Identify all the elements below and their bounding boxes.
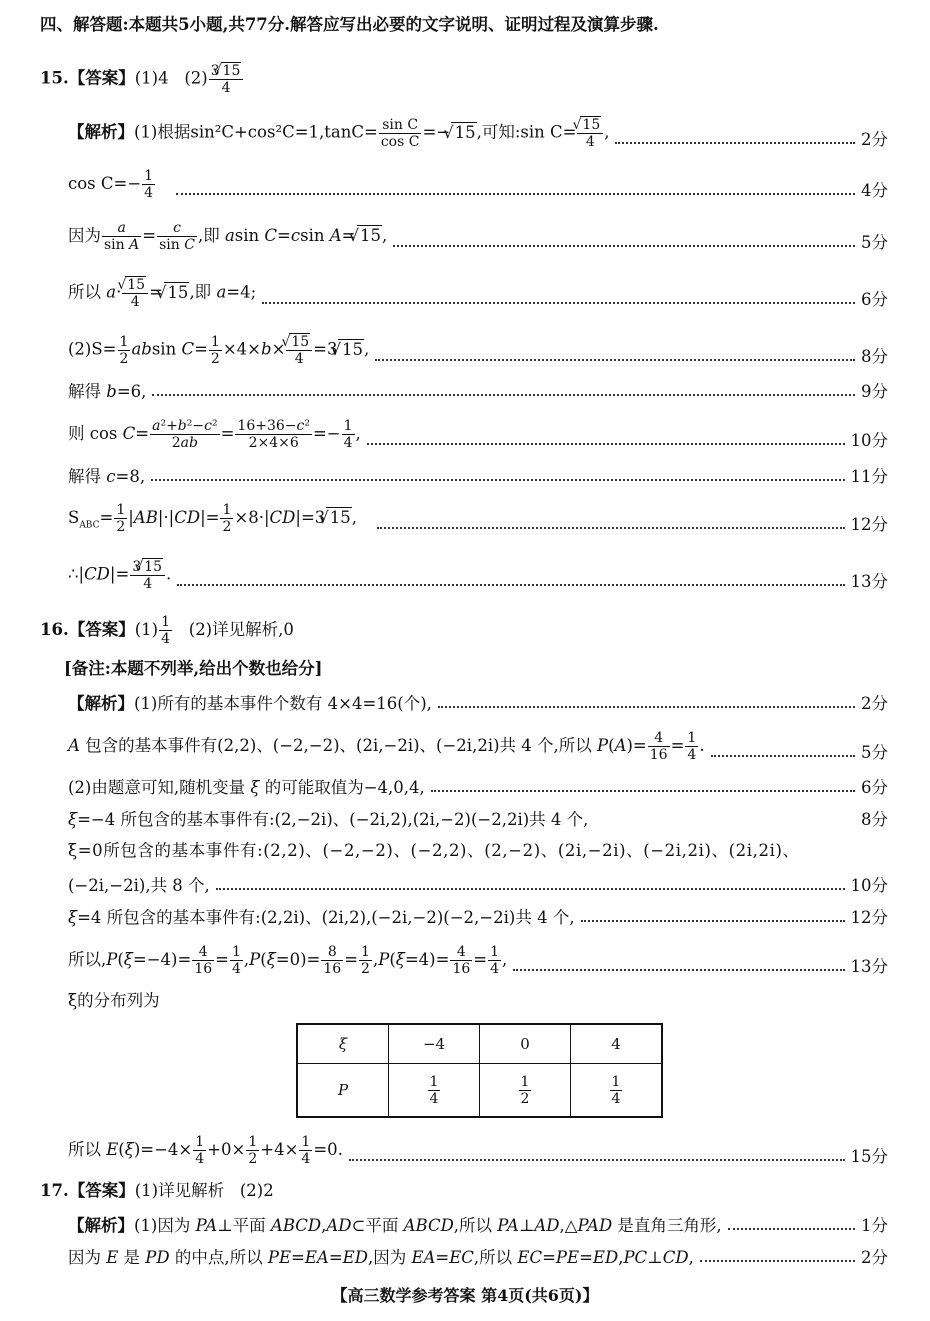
- page-footer: 【高三数学参考答案 第4页(共6页)】: [331, 1286, 599, 1305]
- q15-line-8: 解得 c=8, 11分: [68, 467, 888, 486]
- q15-answer: 15.【答案】(1)4 (2) $\frac{3√ 15}{4}$: [40, 62, 244, 96]
- q16-line-8: 所以,P(ξ=−4)= $\frac{4}{16}$ = $\frac{1}{4}$ ,P(ξ=0)= $\frac{8}{16}$ = $\frac{1}{2}$ ,P(ξ=4)= $\frac{4}{16}$ = $\frac{1}{4}$ , 13分: [68, 944, 888, 977]
- distribution-table: [296, 1023, 663, 1118]
- q16-line-4: ξ=−4 所包含的基本事件有:(2,−2i)、(−2i,2),(2i,−2)(−2,2i)共 4 个, 8分: [68, 810, 888, 829]
- q15-line-10: ∴|CD|= $\frac{3√ 15}{4}$ . 13分: [68, 558, 888, 592]
- q17-line-2: 因为 E 是 PD 的中点,所以 PE=EA=ED,因为 EA=EC,所以 EC=PE=ED,PC⊥CD, 2分: [68, 1248, 888, 1267]
- table-header-cell: 0: [480, 1024, 571, 1064]
- section-header: 四、解答题:本题共5小题,共77分.解答应写出必要的文字说明、证明过程及演算步骤.: [40, 15, 659, 34]
- q16-line-3: (2)由题意可知,随机变量 ξ 的可能取值为−4,0,4, 6分: [68, 778, 888, 797]
- q15-line-3: 因为 $\frac{a}{\text{sin A}}$ = $\frac{c}{\text{sin C}}$ ,即 asin C=csin A=√ 15, 5分: [68, 220, 888, 253]
- q15-line-5: (2)S= $\frac{1}{2}$ absin C= $\frac{1}{2}$ ×4×b× √ $\frac{15}{4}$ =3√ 15, 8分: [68, 333, 888, 367]
- q16-line-6: (−2i,−2i),共 8 个, 10分: [68, 876, 888, 895]
- q16-line-7: ξ=4 所包含的基本事件有:(2,2i)、(2i,2),(−2i,−2)(−2,−2i)共 4 个, 12分: [68, 908, 888, 927]
- table-cell: $\frac{1}{4}$: [571, 1064, 663, 1118]
- table-header-cell: −4: [389, 1024, 480, 1064]
- q16-expectation: 所以 E(ξ)=−4× $\frac{1}{4}$ +0× $\frac{1}{2}$ +4× $\frac{1}{4}$ =0. 15分: [68, 1134, 888, 1167]
- q15-line-9: $S_{ABC}=$ $\frac{1}{2}$ |AB|·|CD|= $\frac{1}{2}$ ×8·|CD|=3√ 15, 12分: [68, 502, 888, 535]
- q17-line-1: 【解析】(1)因为 PA⊥平面 ABCD,AD⊂平面 ABCD,所以 PA⊥AD,△PAD 是直角三角形, 1分: [68, 1216, 888, 1235]
- table-cell: P: [297, 1064, 389, 1118]
- q16-line-5: ξ=0所包含的基本事件有:(2,2)、(−2,−2)、(−2,2)、(2,−2)、(2i,−2i)、(−2i,2i)、(2i,2i)、: [68, 841, 800, 860]
- table-cell: $\frac{1}{4}$: [389, 1064, 480, 1118]
- q16-line-2: A 包含的基本事件有(2,2)、(−2,−2)、(2i,−2i)、(−2i,2i)共 4 个,所以 P(A)= $\frac{4}{16}$ = $\frac{1}{4}$ . 5分: [68, 730, 888, 763]
- q16-line-1: 【解析】(1)所有的基本事件个数有 4×4=16(个), 2分: [68, 694, 888, 713]
- q15-line-4: 所以 a· √ $\frac{15}{4}$ =√ 15,即 a=4; 6分: [68, 276, 888, 310]
- q15-line-7: 则 cos C= $\frac{\text{a²+b²−c²}}{2ab}$ = $\frac{\text{16+36−c²}}{2\times 4\times 6}$ =− $\frac{1}{4}$ , 10分: [68, 418, 888, 451]
- q15-line-2: cos C=− $\frac{1}{4}$ 4分: [68, 168, 888, 201]
- q16-note: [备注:本题不列举,给出个数也给分]: [64, 659, 323, 678]
- q16-answer: 16.【答案】(1) $\frac{1}{4}$ (2)详见解析,0: [40, 614, 294, 647]
- table-header-cell: 4: [571, 1024, 663, 1064]
- table-cell: $\frac{1}{2}$: [480, 1064, 571, 1118]
- table-header-cell: ξ: [297, 1024, 389, 1064]
- q17-answer: 17.【答案】(1)详见解析 (2)2: [40, 1181, 274, 1200]
- q15-line-6: 解得 b=6, 9分: [68, 382, 888, 401]
- q15-line-1: 【解析】(1)根据sin²C+cos²C=1,tanC= $\frac{\text{sin C}}{\text{cos C}}$ =−√ 15,可知:sin C= √ $\frac{15}{4}$ , 2分: [68, 116, 888, 150]
- q16-line-9: ξ的分布列为: [68, 991, 160, 1010]
